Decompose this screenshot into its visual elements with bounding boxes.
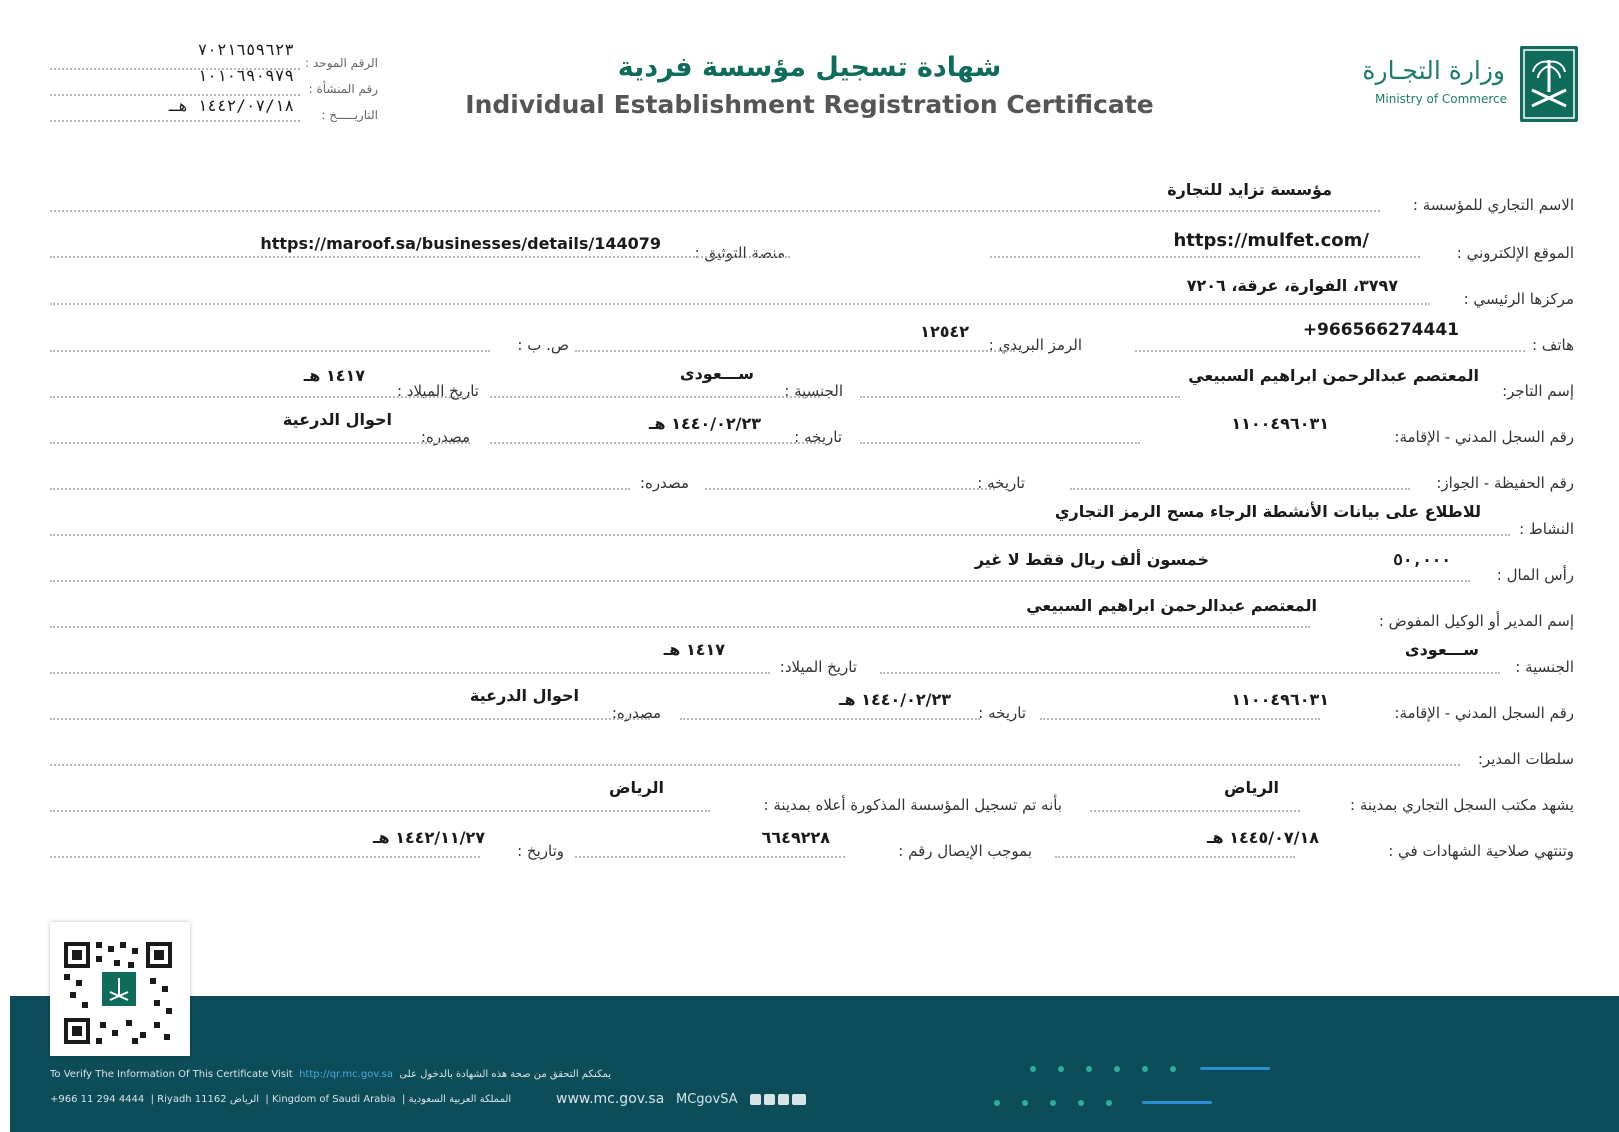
nationality: ســـعودى	[679, 364, 754, 383]
footer-verify-ar: يمكنكم التحقق من صحة هذه الشهادة بالدخول على	[399, 1069, 612, 1080]
decor-dot	[1142, 1066, 1148, 1072]
footer-handle[interactable]: MCgovSA	[676, 1092, 738, 1107]
trade-name: مؤسسة تزايد للتجارة	[1167, 180, 1332, 199]
decor-line	[1200, 1067, 1270, 1070]
manager-nationality: ســـعودى	[1404, 640, 1479, 659]
decor-dot	[1058, 1066, 1064, 1072]
footer-phone: +966 11 294 4444	[50, 1094, 145, 1105]
verification-platform-label: منصة التوثيق :	[694, 244, 785, 262]
decor-dot	[1106, 1100, 1112, 1106]
expiry-label: وتنتهي صلاحية الشهادات في :	[1388, 842, 1574, 860]
footer-verify-en: To Verify The Information Of This Certificate Visit	[50, 1069, 293, 1080]
registered-city: الرياض	[609, 778, 664, 797]
hq-label: مركزها الرئيسي :	[1463, 290, 1574, 308]
postal-code: ١٢٥٤٢	[920, 322, 969, 341]
date-label: التاريـــــخ :	[321, 108, 378, 122]
footer-city: Riyadh 11162 الرياض	[157, 1094, 260, 1105]
trade-name-label: الاسم التجاري للمؤسسة :	[1412, 196, 1574, 214]
receipt-number: ٦٦٤٩٢٢٨	[761, 828, 830, 847]
passport-date-label: تاريخه :	[977, 474, 1025, 492]
footer-country: Kingdom of Saudi Arabia	[271, 1094, 396, 1105]
manager-civil-id: ١١٠٠٤٩٦٠٣١	[1231, 690, 1329, 709]
decor-dot	[1030, 1066, 1036, 1072]
civil-id: ١١٠٠٤٩٦٠٣١	[1231, 414, 1329, 433]
merchant-name: المعتصم عبدالرحمن ابراهيم السبيعي	[1188, 366, 1479, 385]
instagram-icon[interactable]	[750, 1094, 761, 1105]
decor-dot	[1022, 1100, 1028, 1106]
merchant-name-label: إسم التاجر:	[1502, 382, 1574, 400]
expiry-date: ١٤٤٥/٠٧/١٨ هـ	[1207, 828, 1319, 847]
registered-label: بأنه تم تسجيل المؤسسة المذكورة أعلاه بمدينة :	[763, 796, 1062, 814]
footer-verify-link[interactable]: http://qr.mc.gov.sa	[299, 1069, 393, 1080]
website-link[interactable]: https://mulfet.com/	[1173, 230, 1369, 251]
manager-birth-date-label: تاريخ الميلاد:	[779, 658, 857, 676]
manager-powers-label: سلطات المدير:	[1477, 750, 1574, 768]
certify-city: الرياض	[1224, 778, 1279, 797]
footer-country-ar: المملكة العربية السعودية	[408, 1094, 512, 1105]
decor-dot	[994, 1100, 1000, 1106]
postal-code-label: الرمز البريدي :	[988, 336, 1082, 354]
unified-number: ٧٠٢١٦٥٩٦٢٣	[197, 40, 294, 59]
decor-dot	[1170, 1066, 1176, 1072]
civil-id-date-label: تاريخه :	[794, 428, 842, 446]
manager-label: إسم المدير أو الوكيل المفوض :	[1378, 612, 1574, 630]
passport-source-label: مصدره:	[639, 474, 689, 492]
capital-label: رأس المال :	[1496, 566, 1574, 584]
phone-label: هاتف :	[1531, 336, 1574, 354]
civil-id-date: ١٤٤٠/٠٢/٢٣ هـ	[649, 414, 761, 433]
passport-label: رقم الحفيظة - الجواز:	[1436, 474, 1574, 492]
decor-dot	[1050, 1100, 1056, 1106]
footer-band	[10, 996, 1619, 1132]
facebook-icon[interactable]	[764, 1094, 775, 1105]
civil-id-source: احوال الدرعية	[282, 410, 392, 429]
establishment-number: ١٠١٠٦٩٠٩٧٩	[197, 66, 294, 85]
po-box-label: ص. ب :	[517, 336, 569, 354]
manager-civil-id-source-label: مصدره:	[611, 704, 661, 722]
capital-amount: ٥٠,٠٠٠	[1393, 550, 1451, 569]
website-label: الموقع الإلكتروني :	[1456, 244, 1574, 262]
youtube-icon[interactable]	[792, 1094, 806, 1105]
establishment-number-label: رقم المنشأة :	[308, 82, 378, 96]
birth-date: ١٤١٧ هـ	[303, 366, 365, 385]
manager-birth-date: ١٤١٧ هـ	[663, 640, 725, 659]
manager-civil-id-label: رقم السجل المدني - الإقامة:	[1394, 704, 1574, 722]
qr-code[interactable]	[50, 922, 190, 1056]
decor-dot	[1078, 1100, 1084, 1106]
receipt-label: بموجب الإيصال رقم :	[898, 842, 1032, 860]
capital-words: خمسون ألف ريال فقط لا غير	[974, 550, 1209, 569]
decor-dot	[1114, 1066, 1120, 1072]
phone-number: +966566274441	[1302, 320, 1459, 340]
ministry-name-en: Ministry of Commerce	[1375, 92, 1507, 106]
activity-text: للاطلاع على بيانات الأنشطة الرجاء مسح الرمز التجاري	[1054, 502, 1481, 521]
certificate-title-ar: شهادة تسجيل مؤسسة فردية	[617, 52, 1002, 83]
birth-date-label: تاريخ الميلاد :	[396, 382, 479, 400]
twitter-icon[interactable]	[778, 1094, 789, 1105]
manager-civil-id-date-label: تاريخه :	[978, 704, 1026, 722]
activity-label: النشاط :	[1519, 520, 1574, 538]
unified-number-label: الرقم الموحد :	[305, 56, 378, 70]
manager-name: المعتصم عبدالرحمن ابراهيم السبيعي	[1026, 596, 1317, 615]
certify-label: يشهد مكتب السجل التجاري بمدينة :	[1350, 796, 1574, 814]
decor-line	[1142, 1101, 1212, 1104]
manager-civil-id-source: احوال الدرعية	[469, 686, 579, 705]
ministry-name-ar: وزارة التجـارة	[1362, 56, 1505, 85]
nationality-label: الجنسية :	[784, 382, 843, 400]
receipt-date-label: وتاريخ :	[517, 842, 564, 860]
hq-address: ٣٧٩٧، الفوارة، عرقة، ٧٢٠٦	[1186, 276, 1398, 295]
footer-website[interactable]: www.mc.gov.sa	[556, 1091, 665, 1107]
receipt-date: ١٤٤٢/١١/٢٧ هـ	[373, 828, 485, 847]
certificate-title-en: Individual Establishment Registration Certificate	[465, 90, 1154, 119]
manager-civil-id-date: ١٤٤٠/٠٢/٢٣ هـ	[839, 690, 951, 709]
civil-id-source-label: مصدره:	[420, 428, 470, 446]
issue-date: ١٤٤٢/٠٧/١٨ هـ	[168, 96, 294, 115]
civil-id-label: رقم السجل المدني - الإقامة:	[1394, 428, 1574, 446]
manager-nationality-label: الجنسية :	[1515, 658, 1574, 676]
verification-platform-link[interactable]: https://maroof.sa/businesses/details/144079	[260, 234, 661, 253]
decor-dot	[1086, 1066, 1092, 1072]
